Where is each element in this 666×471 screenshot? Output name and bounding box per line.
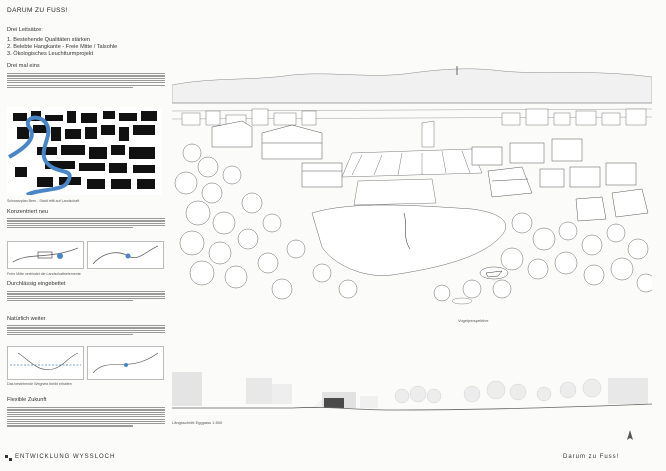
paragraph-placeholder bbox=[7, 72, 165, 89]
diagram-wegnetz-2 bbox=[87, 346, 164, 380]
leitsatz-3: 3. Ökologisches Leuchtturmprojekt bbox=[7, 51, 94, 57]
leitsatz-1: 1. Bestehende Qualitäten stärken bbox=[7, 37, 91, 43]
poster-title: DARUM ZU FUSS! bbox=[7, 7, 68, 14]
paragraph-placeholder bbox=[7, 290, 165, 303]
leitsaetze-heading: Drei Leitsätze: bbox=[7, 27, 43, 33]
paragraph-placeholder bbox=[7, 406, 165, 428]
diagram-konzentriert bbox=[7, 241, 84, 269]
section-heading-natuerlich: Natürlich weiter bbox=[7, 316, 46, 322]
logo-icon bbox=[5, 455, 12, 461]
diagram-wegnetz bbox=[7, 346, 84, 380]
aerial-perspective-drawing bbox=[172, 63, 652, 307]
section-heading-konzentriert: Konzentriert neu bbox=[7, 209, 49, 215]
figure-ground-map bbox=[7, 107, 162, 195]
natuerlich-caption: Das bestehende Wegnetz bleibt erhalten bbox=[7, 382, 72, 386]
map-caption: Schwarzplan Bern - Stadt trifft auf Landschaft bbox=[7, 199, 80, 203]
paragraph-placeholder bbox=[7, 217, 165, 230]
text-column bbox=[5, 4, 167, 454]
konzentriert-caption: Freie Mitte verbindet die Landschaftselemente bbox=[7, 272, 81, 276]
footer-motto: Darum zu Fuss! bbox=[563, 454, 620, 460]
section-heading-durchlaessig: Durchlässig eingebettet bbox=[7, 281, 66, 287]
paragraph-placeholder bbox=[7, 324, 165, 337]
diagram-hangkante bbox=[87, 241, 164, 269]
section-caption: Längsschnitt Eggpass 1:500 bbox=[172, 420, 223, 425]
section-heading-flexibel: Flexible Zukunft bbox=[7, 397, 47, 403]
longitudinal-section-drawing bbox=[172, 368, 652, 412]
footer-project-title: ENTWICKLUNG WYSSLOCH bbox=[15, 454, 116, 460]
leitsatz-2: 2. Belebte Hangkante - Freie Mitte / Talsohle bbox=[7, 44, 118, 50]
perspective-caption: Vogelperspektive bbox=[458, 318, 489, 323]
north-arrow-icon bbox=[625, 430, 635, 442]
section-heading-drei-mal-eins: Drei mal eins bbox=[7, 63, 40, 69]
